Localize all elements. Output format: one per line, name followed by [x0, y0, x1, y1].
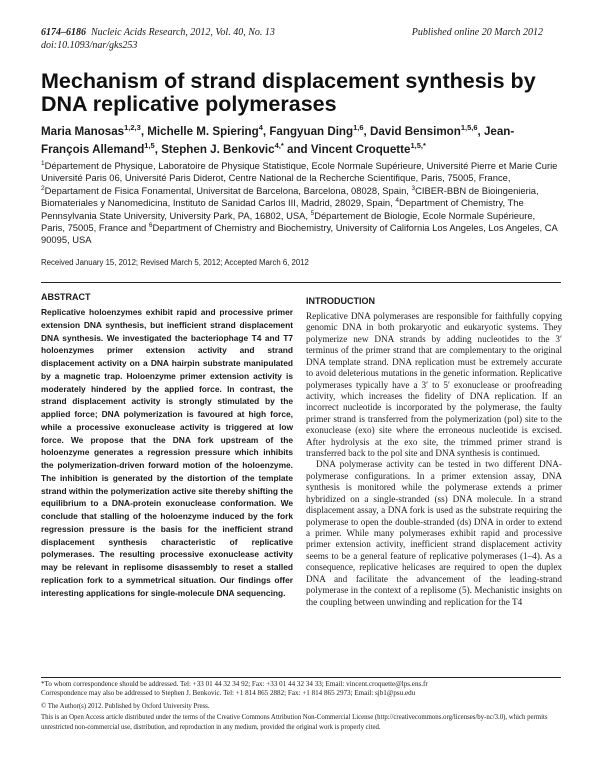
copyright-line: © The Author(s) 2012. Published by Oxford University Press.: [41, 703, 210, 710]
author-name: Fangyuan Ding: [269, 125, 354, 138]
intro-paragraph-2: DNA polymerase activity can be tested in two different DNA-polymerase configurations. In a primer extension assay, DNA synthesis is monitored while the polymerase extends a primer hybridized on a single-stranded (ss) DNA molecule. In a strand displacement assay, a DNA fork is used as the substrate requiring the polymerase to open the double-stranded (ds) DNA in order to extend a primer. While many polymerases exhibit rapid and processive primer extension activity, inefficient strand displacement activity seems to be a general feature of replicative polymerases (1–4). As a consequence, replicative helicases are required to open the duplex DNA and facilitate the advancement of the leading-strand polymerase in the context of a replisome (5). Mechanistic insights on the coupling between unwinding and replication for the T4: [306, 459, 562, 607]
author-affiliation-marker: 4: [258, 123, 263, 133]
affiliation-marker: 3: [411, 184, 416, 192]
license-footnote: [41, 702, 561, 732]
author-affiliation-marker: 1,5,6: [460, 123, 478, 133]
author-name: David Bensimon: [369, 125, 461, 138]
affiliation-text: Department of Chemistry, The Pennsylvania State University, University Park, PA, 16802, USA,: [41, 197, 524, 221]
header-doi[interactable]: doi:10.1093/nar/gks253: [41, 39, 138, 51]
correspondence-footnote: [41, 680, 561, 698]
header-published: Published online 20 March 2012: [411, 27, 543, 38]
introduction-text: [306, 311, 562, 608]
author-name: Michelle M. Spiering: [147, 125, 259, 138]
author-name: Jean-François Allemand: [41, 125, 515, 156]
received-dates: Received January 15, 2012; Revised March 5, 2012; Accepted March 6, 2012: [41, 258, 309, 267]
correspondence-line-1: *To whom correspondence should be addressed. Tel: +33 01 44 32 34 92; Fax: +33 01 44 32 34 33; Email: vincent.croquette@lps.ens.fr: [41, 680, 428, 688]
affiliation-marker: 5: [310, 209, 315, 217]
author-name: Vincent Croquette: [310, 142, 411, 156]
header-journal: Nucleic Acids Research, 2012, Vol. 40, No. 13: [91, 27, 275, 38]
author-list: Maria Manosas$^{1,2,3}$, Michelle M. Spiering$^4$, Fangyuan Ding$^{1,6}$, David Bensimon$^{1,5,6}$, Jean-François Allemand$^{1,5}$, Stephen J. Benkovic$^{4,*}$ and Vincent Croquette$^{1,5,*}$: [41, 123, 515, 156]
abstract-text: Replicative holoenzymes exhibit rapid and processive primer extension DNA synthesis, but inefficient strand displacement DNA synthesis. We investigated the bacteriophage T4 and T7 holoenzymes primer extension activity and strand displacement activity on a DNA hairpin substrate manipulated by a magnetic trap. Holoenzyme primer extension activity is moderately hindered by the applied force. In contrast, the strand displacement activity is strongly stimulated by the applied force; DNA polymerization is favoured at high force, while a processive exonuclease activity is triggered at low force. We propose that the DNA fork upstream of the holoenzyme generates a regression pressure which inhibits the polymerization-driven forward motion of the holoenzyme. The inhibition is generated by the distortion of the template strand within the polymerization active site thereby shifting the equilibrium to a DNA-protein exonuclease conformation. We conclude that stalling of the holoenzyme induced by the fork regression pressure is the basis for the inefficient strand displacement synthesis characteristic of replicative polymerases. The resulting processive exonuclease activity may be relevant in replisome disassembly to reset a stalled replication fork to a symmetrical situation. Our findings offer interesting applications for single-molecule DNA sequencing.: [41, 307, 293, 598]
author-affiliation-marker: 4,*: [274, 140, 284, 150]
license-text: This is an Open Access article distributed under the terms of the Creative Commons Attribution Non-Commercial License (http://creativecommons.org/licenses/by-nc/3.0), which permits unrestricted non-commercial use, distribution, and reproduction in any medium, provided the original work is properly cited.: [41, 714, 548, 731]
affiliations: [41, 160, 561, 247]
footnote-divider: [41, 677, 561, 678]
header-pages: 6174–6186: [41, 27, 86, 38]
intro-paragraph-1: Replicative DNA polymerases are responsible for faithfully copying genomic DNA in both prokaryotic and eukaryotic systems. They polymerize new DNA strands by adding nucleotides to the 3′ terminus of the primer strand that are complementary to the original DNA template strand. DNA replication must be extremely accurate to avoid deleterious mutations in the genetic information. Replicative polymerases typically have a 3′ to 5′ exonuclease or proofreading activity, which increases the fidelity of DNA replication. If an incorrect nucleotide is incorporated by the polymerase, the faulty primer strand is transferred from the polymerization (pol) site to the exonuclease (exo) site where the erroneous nucleotide is excised. After hydrolysis at the exo site, the trimmed primer strand is transferred back to the pol site and DNA synthesis is continued.: [306, 311, 562, 459]
affiliation-marker: 2: [41, 184, 45, 192]
affiliation-text: Department of Chemistry and Biochemistry, University of California Los Angeles, Los Angeles, CA 90095, USA: [41, 222, 558, 246]
abstract-heading: ABSTRACT: [41, 292, 91, 302]
affiliation-text: CIBER-BBN de Bioingenieria, Biomateriales y Nanomedicina, Instituto de Sanidad Carlos III, Madrid, 28029, Spain,: [41, 184, 539, 209]
running-header: [41, 27, 275, 52]
author-affiliation-marker: 1,5,*: [410, 140, 426, 150]
author-affiliation-marker: 1,2,3: [124, 123, 141, 133]
affiliation-marker: 1: [41, 159, 45, 167]
affiliation-marker: 4: [395, 197, 399, 205]
article-title: Mechanism of strand displacement synthesis by DNA replicative polymerases: [41, 69, 536, 116]
author-affiliation-marker: 1,6: [353, 123, 364, 133]
affiliation-text: Departament de Fisica Fonamental, Universitat de Barcelona, Barcelona, 08028, Spain,: [44, 184, 412, 196]
affiliation-text: Département de Biologie, Ecole Normale Supérieure, Paris, 75005, France and: [41, 209, 536, 234]
author-affiliation-marker: 1,5: [144, 140, 155, 150]
correspondence-line-2: Correspondence may also be addressed to Stephen J. Benkovic. Tel: +1 814 865 2882; Fax: +1 814 865 2973; Email: sjb1@psu.edu: [41, 689, 416, 698]
divider: [41, 282, 561, 283]
header-citation: [41, 27, 275, 40]
author-name: Maria Manosas: [41, 125, 125, 138]
author-name: Stephen J. Benkovic: [161, 142, 275, 156]
affiliation-marker: 6: [148, 221, 153, 229]
introduction-heading: INTRODUCTION: [306, 296, 375, 306]
affiliation-text: Département de Physique, Laboratoire de Physique Statistique, Ecole Normale Supérieure, Université Pierre et Marie Curie Université Paris 06, Université Paris Diderot, Centre National de la Recherche Scientifique, Paris, 75005, France,: [41, 160, 558, 184]
